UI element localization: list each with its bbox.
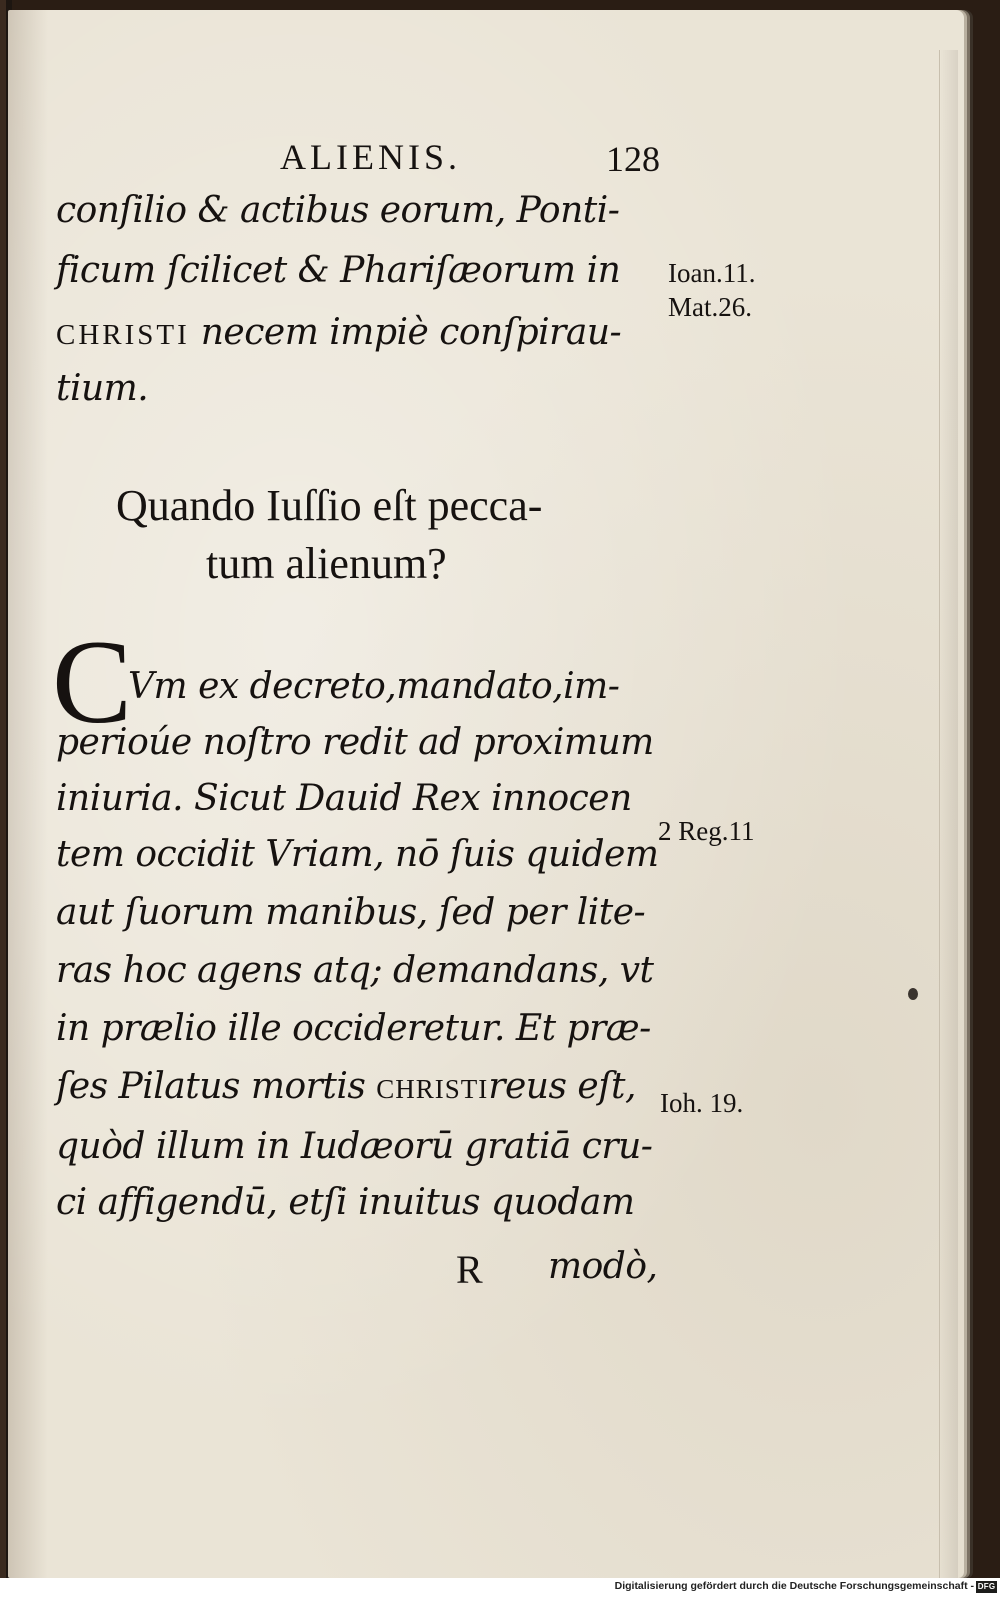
dfg-logo: DFG	[977, 1582, 996, 1591]
text-line: in prælio ille occideretur. Et præ-	[56, 1008, 651, 1049]
ink-spot	[908, 988, 918, 1000]
section-heading: tum alienum?	[206, 539, 447, 588]
margin-note: Ioh. 19.	[660, 1088, 744, 1118]
text-fragment: ſes Pilatus mortis	[56, 1066, 366, 1107]
margin-note: Ioan.11.	[668, 258, 756, 288]
page-edge	[939, 50, 958, 1580]
signature-mark: R	[456, 1247, 483, 1292]
margin-note: 2 Reg.11	[658, 816, 755, 846]
running-head: ALIENIS.	[280, 137, 461, 177]
text-line: ci affigendū, etſi inuitus quodam	[56, 1182, 635, 1223]
christi-smallcaps: CHRISTI	[376, 1074, 489, 1104]
text-line	[56, 312, 621, 353]
text-line: ficum ſcilicet & Phariſæorum in	[56, 250, 621, 291]
text-fragment: reus eſt,	[488, 1066, 636, 1107]
footer-credit: Digitalisierung gefördert durch die Deutsche Forschungsgemeinschaft -	[614, 1580, 974, 1592]
catchword: modò,	[548, 1246, 658, 1287]
text-line: conſilio & actibus eorum, Ponti-	[56, 190, 620, 231]
text-fragment: necem impiè conſpirau-	[200, 312, 622, 353]
text-line: iniuria. Sicut Dauid Rex innocen	[56, 778, 632, 819]
text-line: perioúe noſtro redit ad proximum	[56, 722, 654, 763]
christi-smallcaps: CHRISTI	[56, 319, 190, 351]
section-heading: Quando Iuſſio eſt pecca-	[116, 481, 543, 530]
text-line: tem occidit Vriam, nō ſuis quidem	[56, 834, 659, 875]
text-line: Vm ex decreto,mandato,im-	[128, 666, 620, 707]
text-line: quòd illum in Iudæorū gratiā cru-	[56, 1126, 653, 1167]
page-number: 128	[606, 139, 660, 179]
drop-cap-initial: C	[52, 615, 133, 748]
footer-bar	[0, 1578, 1000, 1597]
text-line: aut ſuorum manibus, ſed per lite-	[56, 892, 646, 933]
book-page	[8, 10, 964, 1578]
margin-note: Mat.26.	[668, 292, 752, 322]
text-line	[56, 1066, 636, 1107]
text-line: tium.	[56, 368, 149, 409]
text-line: ras hoc agens atq; demandans, vt	[56, 950, 654, 991]
